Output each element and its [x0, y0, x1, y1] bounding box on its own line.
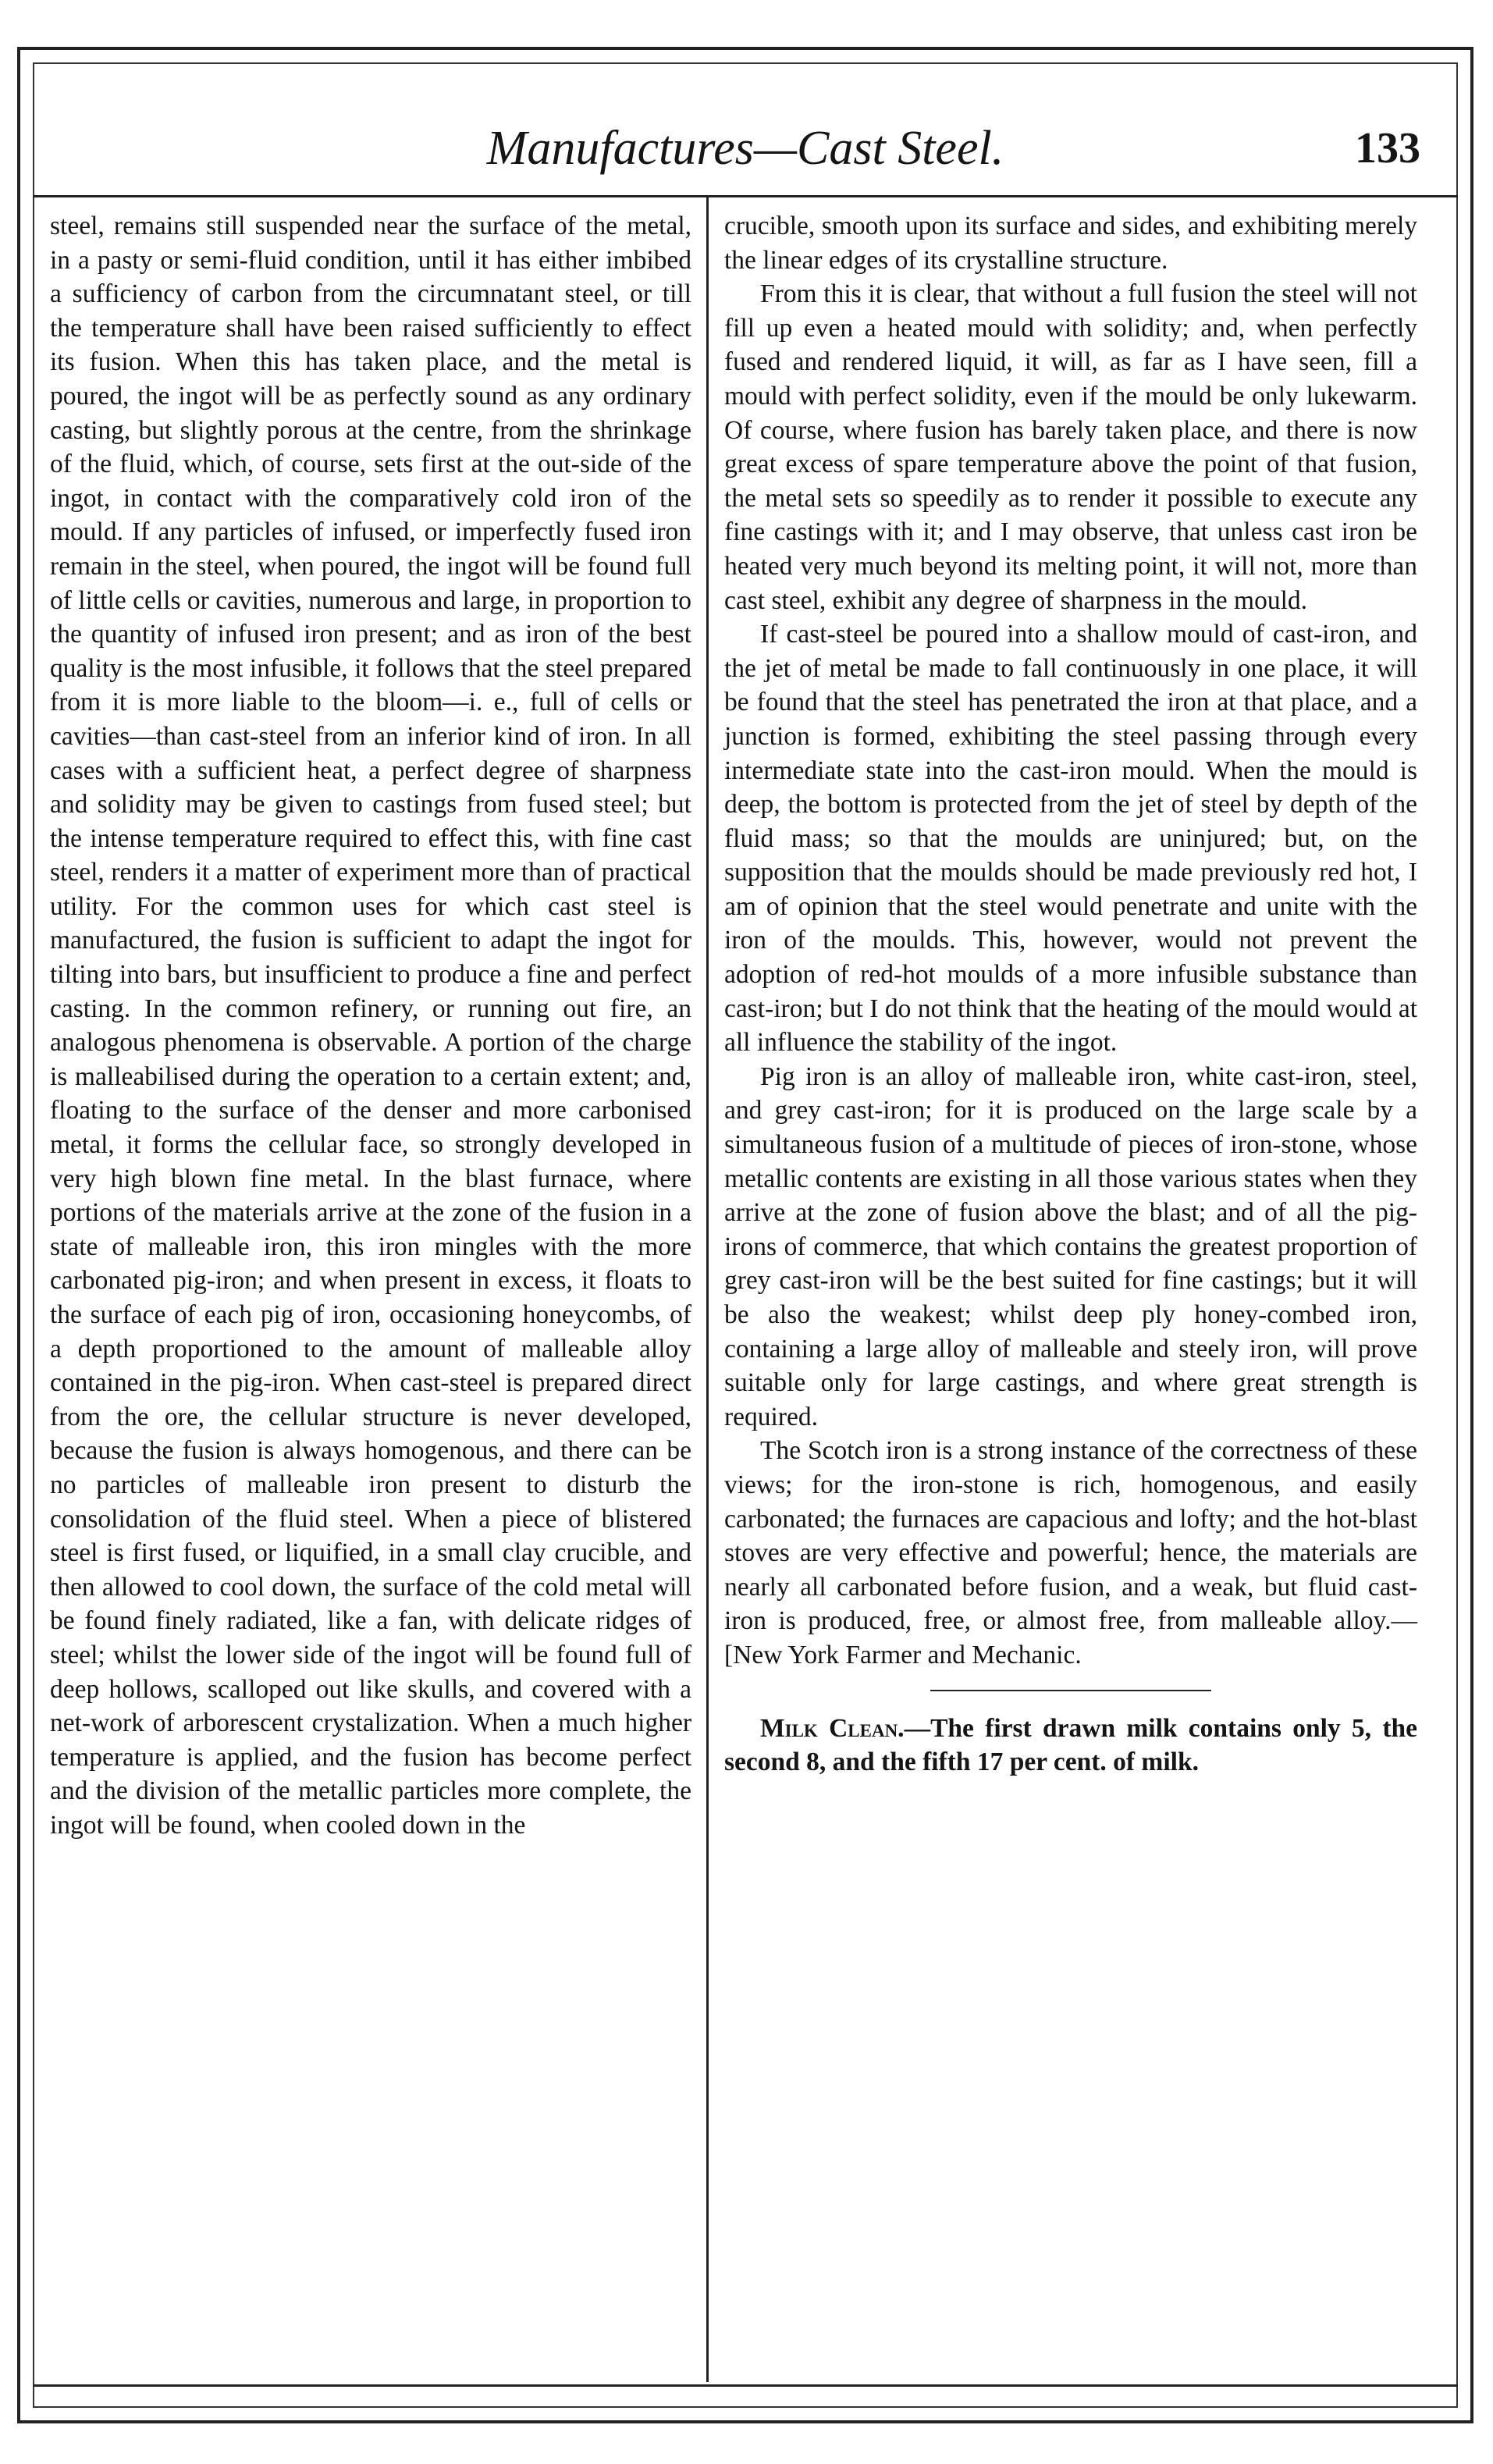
right-paragraph-4: Pig iron is an alloy of malleable iron, white cast-iron, steel, and grey cast-iron; for it is produced on the large scale by a simultaneous fusion of a multitude of pieces of iron-stone, whose metallic contents are existing in all those various states when they arrive at the zone of fusion above the blast; and of all the pig-irons of commerce, that which contains the greatest proportion of grey cast-iron will be the best suited for fine castings; but it will be also the weakest; whilst deep ply honey-combed iron, containing a large alloy of malleable and steely iron, will prove suitable only for large castings, and where great strength is required. — [724, 1061, 1417, 1431]
page-header — [47, 109, 1444, 187]
right-paragraph-5: The Scotch iron is a strong instance of the correctness of these views; for the iron-stone is rich, homogenous, and easily carbonated; the furnaces are capacious and lofty; and the hot-blast stoves are very effective and powerful; hence, the materials are nearly all carbonated before fusion, and a weak, but fluid cast-iron is produced, free, or almost free, from malleable alloy.—[New York Farmer and Mechanic. — [724, 1436, 1417, 1669]
note-body: —The first drawn milk contains only 5, the second 8, and the fifth 17 per cent. of milk. — [724, 1713, 1417, 1777]
right-paragraph-1: crucible, smooth upon its surface and sides, and exhibiting merely the linear edges of its crystalline structure. — [724, 212, 1417, 275]
right-paragraph-2: From this it is clear, that without a full fusion the steel will not fill up even a heated mould with solidity; and, when perfectly fused and rendered liquid, it will, as far as I have seen, fill a mould with perfect solidity, even if the mould be only lukewarm. Of course, where fusion has barely taken place, and there is now great excess of spare temperature above the point of that fusion, the metal sets so speedily as to render it possible to execute any fine castings with it; and I may observe, that unless cast iron be heated very much beyond its melting point, it will not, more than cast steel, exhibit any degree of sharpness in the mould. — [724, 279, 1417, 615]
left-paragraph-1: steel, remains still suspended near the surface of the metal, in a pasty or semi-fluid condition, until it has either imbibed a sufficiency of carbon from the circumnatant steel, or till the temperature shall have been raised sufficiently to effect its fusion. When this has taken place, and the metal is poured, the ingot will be as perfectly sound as any ordinary casting, but slightly porous at the centre, from the shrinkage of the fluid, which, of course, sets first at the out-side of the ingot, in contact with the comparatively cold iron of the mould. If any particles of infused, or imperfectly fused iron remain in the steel, when poured, the ingot will be found full of little cells or cavities, numerous and large, in proportion to the quantity of infused iron present; and as iron of the best quality is the most infusible, it follows that the steel prepared from it is more liable to the bloom—i. e., full of cells or cavities—than cast-steel from an inferior kind of iron. In all cases with a sufficient heat, a perfect degree of sharpness and solidity may be given to castings from fused steel; but the intense temperature required to effect this, with fine cast steel, renders it a matter of experiment more than of practical utility. For the common uses for which cast steel is manufactured, the fusion is sufficient to adapt the ingot for tilting into bars, but insufficient to produce a fine and perfect casting. In the common refinery, or running out fire, an analogous phenomena is observable. A portion of the charge is malleabilised during the operation to a certain extent; and, floating to the surface of the denser and more carbonised metal, it forms the cellular face, so strongly developed in very high blown fine metal. In the blast furnace, where portions of the materials arrive at the zone of the fusion in a state of malleable iron, this iron mingles with the more carbonated pig-iron; and when present in excess, it floats to the surface of each pig of iron, occasioning honeycombs, of a depth proportioned to the amount of malleable alloy contained in the pig-iron. When cast-steel is prepared direct from the ore, the cellular structure is never developed, because the fusion is always homogenous, and there can be no particles of malleable iron present to disturb the consolidation of the fluid steel. When a piece of blistered steel is first fused, or liquified, in a small clay crucible, and then allowed to cool down, the surface of the cold metal will be found finely radiated, like a fan, with delicate ridges of steel; whilst the lower side of the ingot will be found full of deep hollows, scalloped out like skulls, and covered with a net-work of arborescent crystalization. When a much higher temperature is applied, and the fusion has become perfect and the division of the metallic particles more complete, the ingot will be found, when cooled down in the — [50, 212, 691, 1840]
note-title: Milk Clean. — [760, 1713, 905, 1743]
right-paragraph-3: If cast-steel be poured into a shallow mould of cast-iron, and the jet of metal be made to fall continuously in one place, it will be found that the steel has penetrated the iron at that place, and a junction is formed, exhibiting the steel passing through every intermediate state into the cast-iron mould. When the mould is deep, the bottom is protected from the jet of steel by depth of the fluid mass; so that the moulds are uninjured; but, on the supposition that the moulds should be made previously red hot, I am of opinion that the steel would penetrate and unite with the iron of the moulds. This, however, would not prevent the adoption of red-hot moulds of a more infusible substance than cast-iron; but I do not think that the heating of the mould would at all influence the stability of the ingot. — [724, 620, 1417, 1058]
right-column — [724, 209, 1417, 1780]
milk-clean-note — [724, 1712, 1417, 1780]
page-number: 133 — [1355, 124, 1420, 172]
column-divider — [706, 197, 709, 2382]
note-separator — [930, 1690, 1211, 1691]
header-rule — [33, 195, 1458, 197]
left-column — [50, 209, 691, 1843]
footer-rule — [33, 2384, 1458, 2387]
running-title: Manufactures—Cast Steel. — [486, 122, 1004, 175]
